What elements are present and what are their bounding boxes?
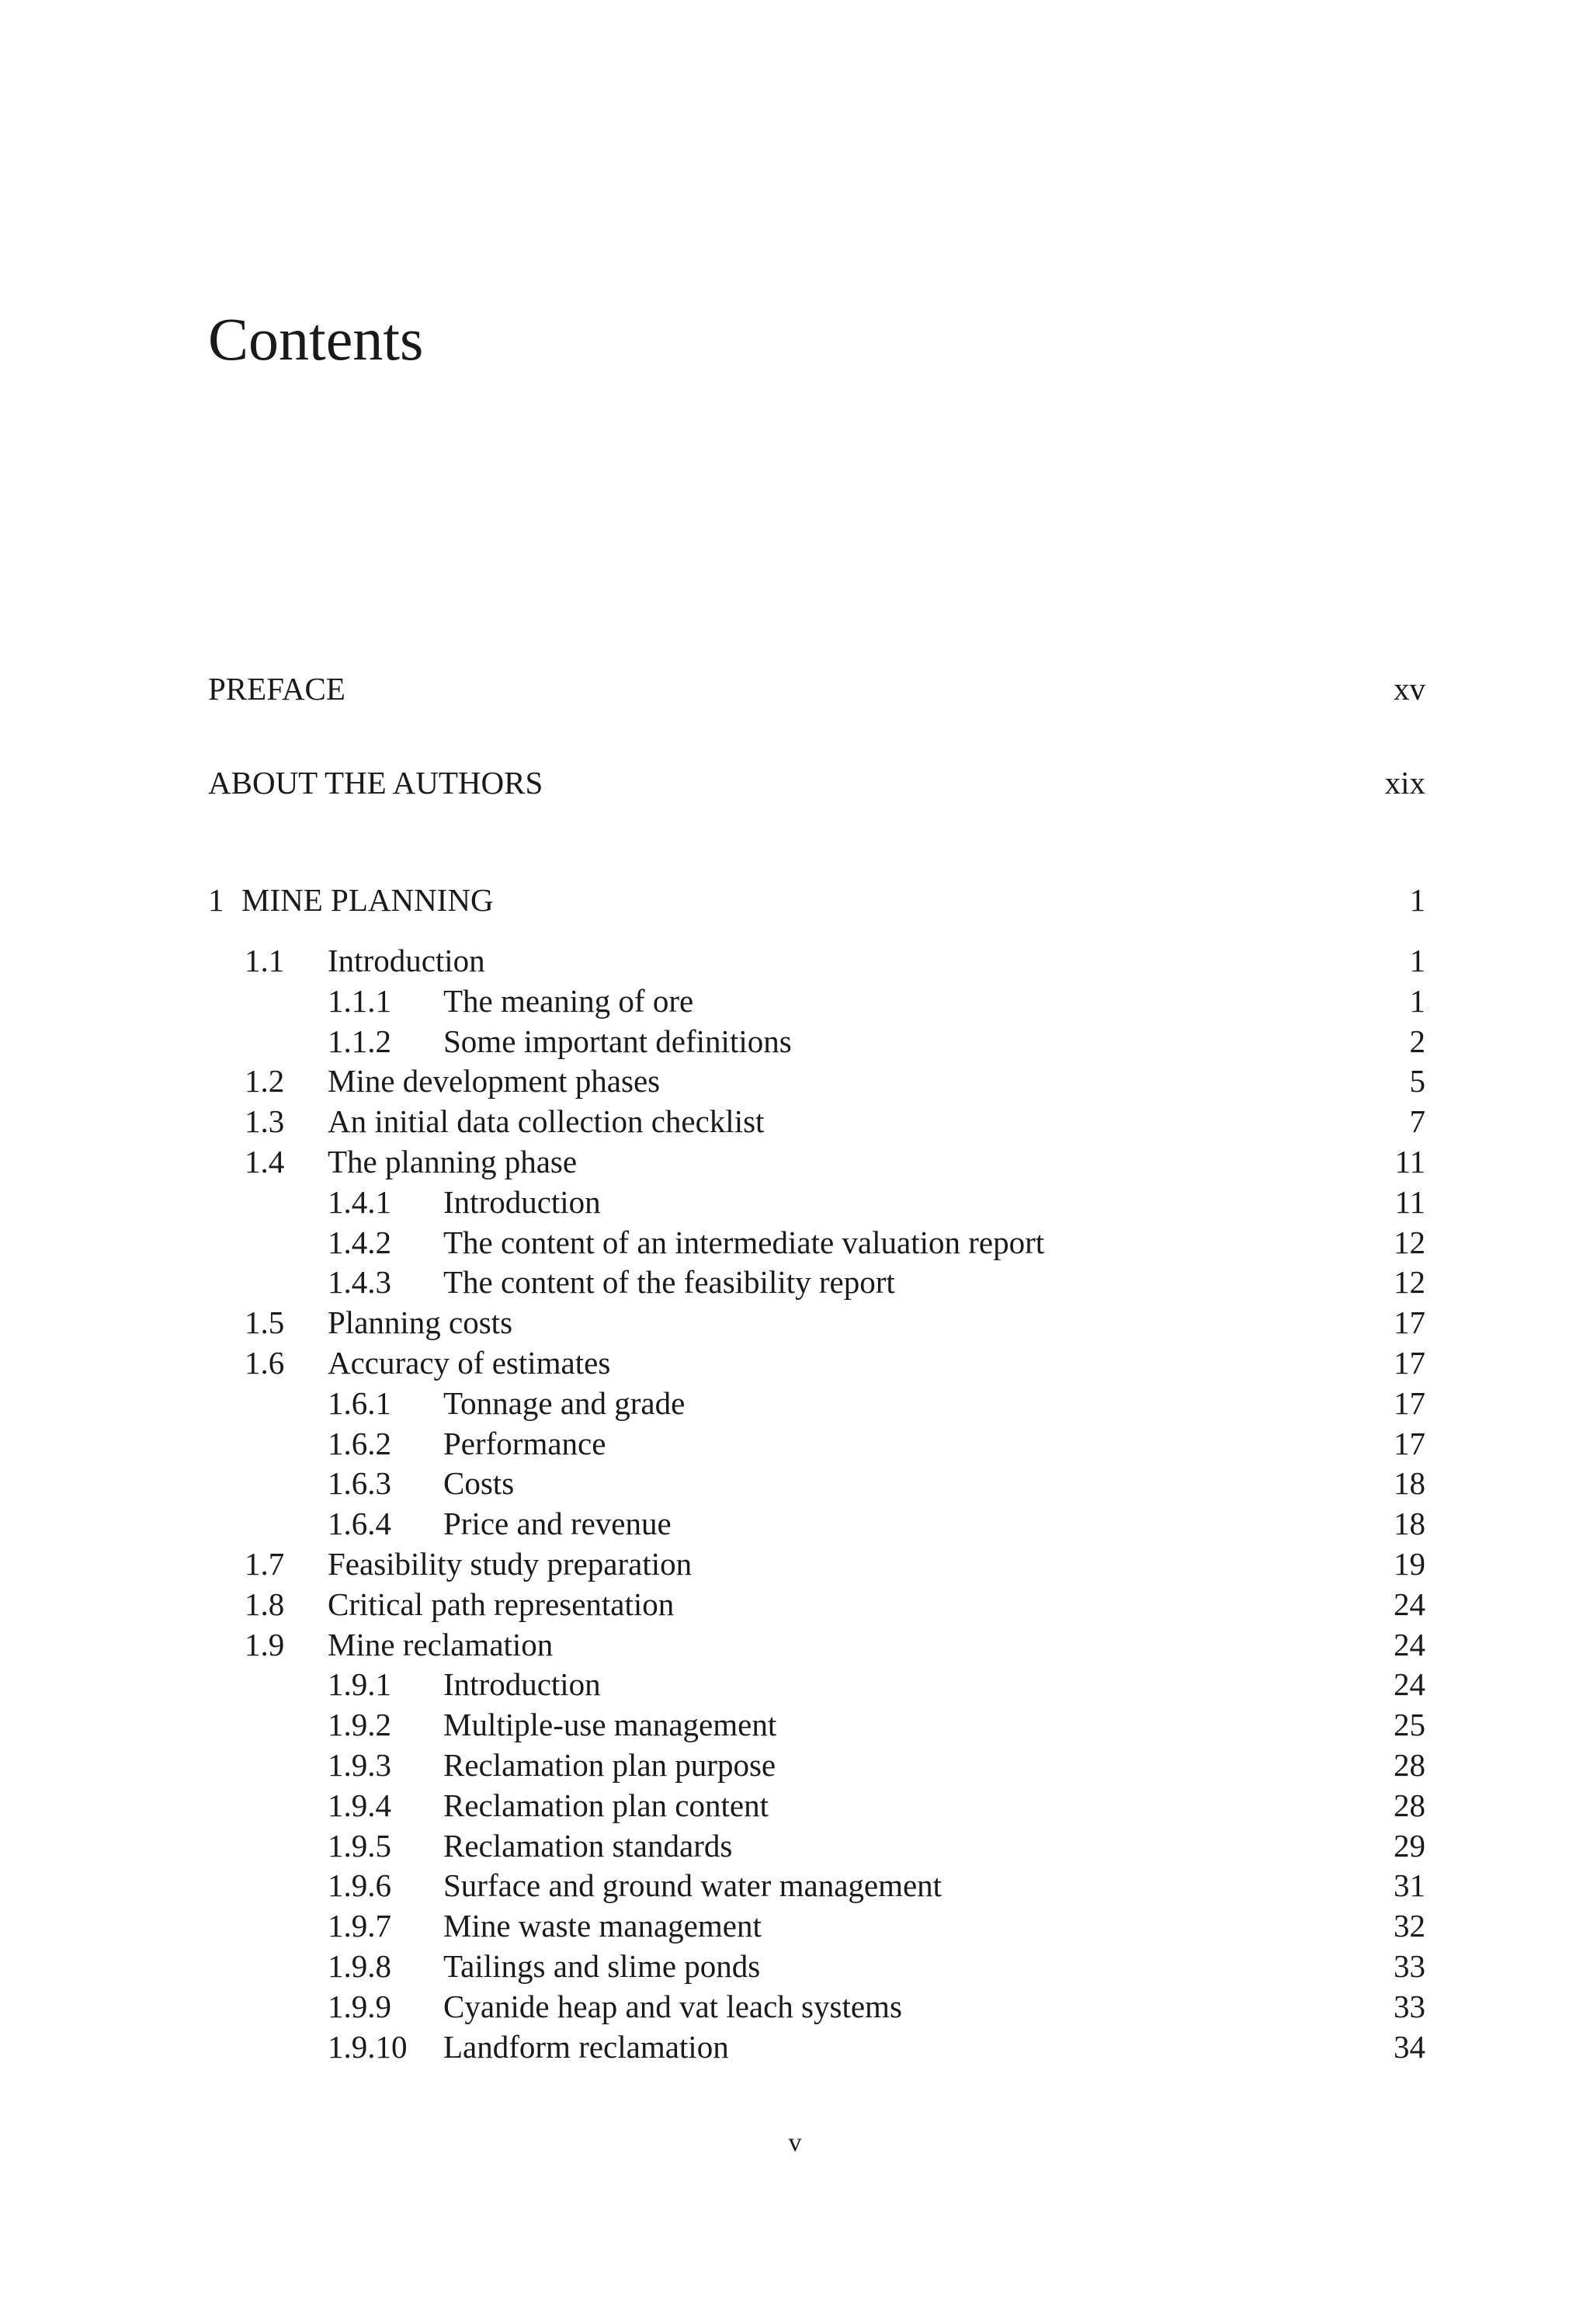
toc-subsection-number: 1.9.4 [328,1787,391,1823]
toc-section-row[interactable] [208,1061,1425,1101]
toc-page-number: 18 [1394,1465,1425,1501]
toc-subsection-title: Landform reclamation [443,2029,729,2065]
toc-subsection-title: Introduction [443,1666,601,1702]
toc-section-title: An initial data collection checklist [328,1103,765,1139]
toc-subsection-row[interactable] [208,1664,1425,1704]
page-folio: v [788,2128,802,2157]
toc-section-row[interactable] [208,1101,1425,1141]
toc-subsection-row[interactable] [208,1262,1425,1302]
toc-page-number: 2 [1409,1023,1425,1059]
toc-subsection-number: 1.9.10 [328,2029,408,2065]
toc-subsection-row[interactable] [208,981,1425,1021]
toc-page-number: 12 [1394,1225,1425,1260]
toc-subsection-number: 1.9.5 [328,1828,391,1864]
toc-page-number: 31 [1394,1867,1425,1903]
toc-section-title: Mine development phases [328,1063,661,1099]
toc-section-title: Feasibility study preparation [328,1546,693,1582]
toc-subsection-row[interactable] [208,1826,1425,1866]
toc-section-number: 1.7 [245,1546,285,1582]
toc-section-title: Critical path representation [328,1586,675,1622]
toc-page-number: 24 [1394,1666,1425,1702]
toc-subsection-title: Surface and ground water management [443,1867,943,1903]
toc-page-number: 7 [1409,1103,1425,1139]
toc-page-number: 17 [1394,1426,1425,1461]
page-title: Contents [208,305,424,373]
toc-subsection-title: The meaning of ore [443,983,694,1019]
toc-section-row[interactable] [208,1141,1425,1182]
toc-subsection-number: 1.9.6 [328,1867,391,1903]
toc-subsection-title: Introduction [443,1184,601,1220]
toc-section-row[interactable] [208,940,1425,981]
toc-section-title: The planning phase [328,1144,578,1179]
toc-subsection-number: 1.9.2 [328,1707,391,1742]
toc-section-number: 1.1 [245,943,285,978]
toc-page-number: 17 [1394,1304,1425,1340]
toc-subsection-title: Multiple-use management [443,1707,777,1742]
toc-subsection-number: 1.9.8 [328,1948,391,1984]
toc-section-title: Planning costs [328,1304,513,1340]
toc-page-number: 25 [1394,1707,1425,1742]
toc-subsection-title: Tonnage and grade [443,1385,686,1421]
toc-subsection-title: Reclamation plan content [443,1787,769,1823]
toc-page-number: 19 [1394,1546,1425,1582]
toc-subsection-row[interactable] [208,1463,1425,1503]
toc-subsection-title: Performance [443,1426,606,1461]
toc-page-number: 28 [1394,1747,1425,1783]
toc-page-number: 1 [1409,983,1425,1019]
toc-subsection-number: 1.1.2 [328,1023,391,1059]
toc-section-row[interactable] [208,1343,1425,1383]
toc-page-number: 24 [1394,1586,1425,1622]
toc-page-number: 1 [1409,882,1425,918]
toc-section-row[interactable] [208,1544,1425,1584]
toc-entry-title: ABOUT THE AUTHORS [208,765,543,801]
toc-subsection-title: The content of the feasibility report [443,1264,895,1300]
toc-section-number: 1.8 [245,1586,285,1622]
toc-subsection-number: 1.9.7 [328,1908,391,1944]
toc-subsection-title: The content of an intermediate valuation report [443,1225,1045,1260]
toc-page-number: 34 [1394,2029,1425,2065]
toc-chapter-number: 1 [208,882,224,918]
toc-chapter-title: MINE PLANNING [241,882,494,918]
toc-page-number: xix [1384,765,1425,801]
toc-page-number: 5 [1409,1063,1425,1099]
toc-subsection-title: Reclamation standards [443,1828,733,1864]
toc-section-title: Mine reclamation [328,1627,554,1662]
toc-page-number: 18 [1394,1506,1425,1541]
toc-section-title: Introduction [328,943,485,978]
toc-page-number: 28 [1394,1787,1425,1823]
toc-subsection-row[interactable] [208,1182,1425,1222]
toc-section-row[interactable] [208,1624,1425,1665]
toc-subsection-title: Mine waste management [443,1908,762,1944]
toc-page-number: 11 [1394,1144,1425,1179]
toc-subsection-number: 1.9.9 [328,1989,391,2024]
toc-subsection-number: 1.9.3 [328,1747,391,1783]
toc-subsection-number: 1.6.1 [328,1385,391,1421]
toc-subsection-title: Reclamation plan purpose [443,1747,776,1783]
toc-page-number: xv [1394,671,1425,707]
toc-subsection-title: Cyanide heap and vat leach systems [443,1989,902,2024]
toc-subsection-row[interactable] [208,1383,1425,1423]
toc-subsection-number: 1.1.1 [328,983,391,1019]
toc-subsection-row[interactable] [208,1704,1425,1745]
toc-entry-title: PREFACE [208,671,345,707]
toc-section-row[interactable] [208,1302,1425,1343]
toc-page-number: 1 [1409,943,1425,978]
toc-section-number: 1.2 [245,1063,285,1099]
toc-page-number: 12 [1394,1264,1425,1300]
toc-subsection-number: 1.6.3 [328,1465,391,1501]
toc-front-matter-about-authors[interactable] [208,763,1425,802]
toc-subsection-number: 1.4.3 [328,1264,391,1300]
toc-page-number: 29 [1394,1828,1425,1864]
toc-subsection-title: Costs [443,1465,515,1501]
toc-page-number: 33 [1394,1948,1425,1984]
toc-section-number: 1.6 [245,1345,285,1381]
toc-subsection-row[interactable] [208,1745,1425,1785]
toc-subsection-row[interactable] [208,1423,1425,1464]
toc-subsection-title: Tailings and slime ponds [443,1948,761,1984]
toc-chapter-1[interactable] [208,880,1425,920]
toc-subsection-number: 1.4.2 [328,1225,391,1260]
toc-section-number: 1.4 [245,1144,285,1179]
toc-subsection-row[interactable] [208,1986,1425,2027]
toc-subsection-title: Price and revenue [443,1506,672,1541]
toc-section-number: 1.3 [245,1103,285,1139]
toc-subsection-row[interactable] [208,1905,1425,1946]
toc-subsection-row[interactable] [208,1021,1425,1061]
toc-section-number: 1.9 [245,1627,285,1662]
toc-subsection-title: Some important definitions [443,1023,792,1059]
toc-section-number: 1.5 [245,1304,285,1340]
toc-subsection-row[interactable] [208,1503,1425,1544]
toc-subsection-number: 1.6.2 [328,1426,391,1461]
toc-page-number: 24 [1394,1627,1425,1662]
toc-subsection-row[interactable] [208,1946,1425,1986]
toc-subsection-row[interactable] [208,1785,1425,1826]
toc-section-row[interactable] [208,1584,1425,1624]
toc-front-matter-preface[interactable] [208,669,1425,708]
toc-page-number: 17 [1394,1385,1425,1421]
toc-subsection-row[interactable] [208,1865,1425,1905]
toc-section-title: Accuracy of estimates [328,1345,611,1381]
toc-page-number: 11 [1394,1184,1425,1220]
toc-page-number: 33 [1394,1989,1425,2024]
toc-subsection-number: 1.6.4 [328,1506,391,1541]
toc-page-number: 17 [1394,1345,1425,1381]
toc-subsection-row[interactable] [208,2027,1425,2067]
toc-page-number: 32 [1394,1908,1425,1944]
toc-subsection-number: 1.9.1 [328,1666,391,1702]
toc-subsection-row[interactable] [208,1222,1425,1263]
toc-subsection-number: 1.4.1 [328,1184,391,1220]
